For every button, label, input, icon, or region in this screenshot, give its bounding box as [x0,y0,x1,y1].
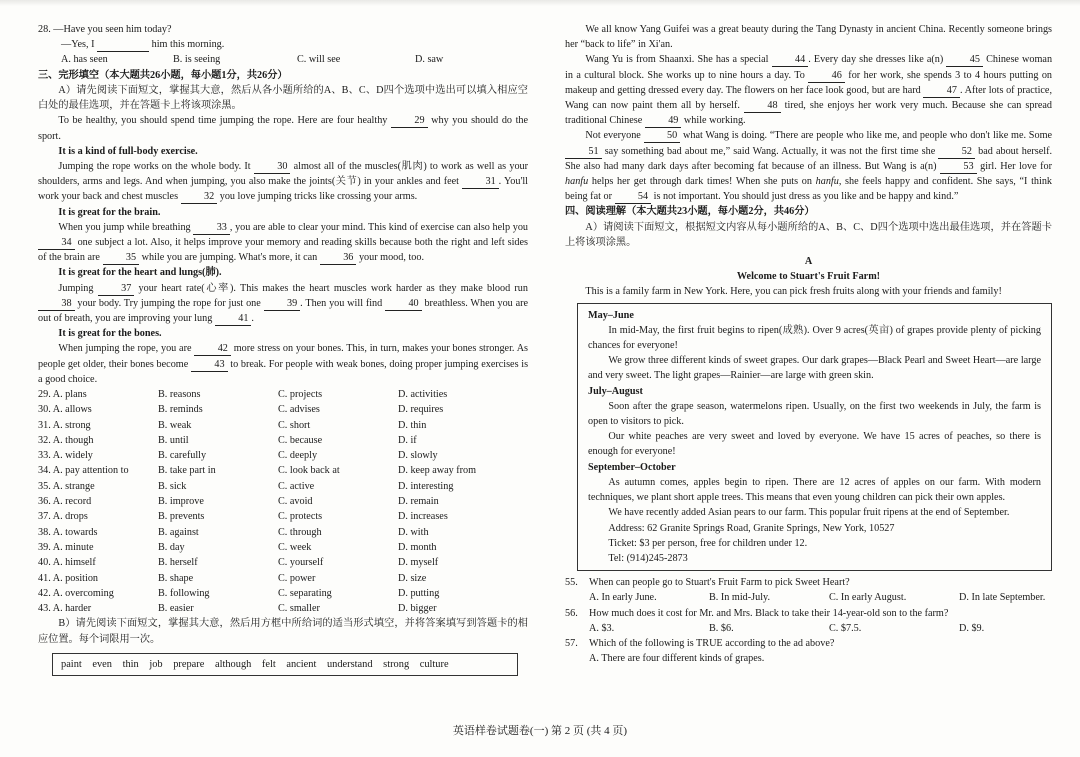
partB-paragraph-2: Wang Yu is from Shaanxi. She has a special 44 . Every day she dresses like a(n) 45 Chinese woman in a cultural block. She works up to nine hours a day. To 46 for her work, she spends 3 to 4 hours putting on makeup and getting dressed every day. The flowers on her face look good, but are hard 47 . After lots of practice, Wang can now paint them all by herself. 48 tired, she enjoys her work very much. Because she can spread traditional Chinese 49 while working. [565,54,1053,127]
cloze-option-30-d: D. requires [398,404,444,416]
blank-30: 30 [254,161,291,174]
blank-35: 35 [103,252,140,265]
q28-options [38,52,528,67]
ad-heading-july-august: July–August [588,385,643,397]
section3-heading: 三、完形填空（本大题共26小题，每小题1分，共26分） [38,69,288,81]
cloze-option-42-c: C. separating [278,587,332,599]
cloze-option-35-b: B. sick [158,480,187,492]
cloze-option-29-c: C. projects [278,388,323,400]
cloze-paragraph-4: When jumping the rope, you are 42 more stress on your bones. This, in turn, makes your bones stronger. As people get older, their bones become 43 to break. For people with weak bones, doing proper jumping exercises is a good choice. [38,343,529,385]
cloze-subheading-4: It is great for the bones. [58,328,162,340]
blank-45: 45 [946,54,983,67]
cloze-option-38-c: C. through [278,526,322,538]
cloze-option-38-a: 38. A. towards [38,526,98,538]
q55-option-d: D. In late September. [959,592,1046,604]
page-top-shadow [0,0,1080,6]
blank-39: 39 [264,298,301,311]
cloze-option-37-c: C. protects [278,511,323,523]
cloze-paragraph-3: Jumping 37 your heart rate(心率). This makes the heart muscles work harder as they make blood run 38 your body. Try jumping the rope for just one 39 . Then you will find 40 breathless. When you are out of breath, you are improving your lung 41 . [38,282,529,324]
q28-blank [97,39,149,52]
partB-paragraph-3: Not everyone 50 what Wang is doing. “There are people who like me, and people who don't like me. Some 51 say something bad about me,” said Wang. Actually, it was not the first time she 52 bad about herself. She also had many dark days after becoming fat because of an illness. But Wang is a(n) 53 girl. Her love for hanfu helps her get through dark times! When she puts on hanfu, she feels happy and confident. She says, “I think being fat or 54 is not important. You should just dress as you like and be happy and kind.” [565,130,1053,203]
cloze-option-30-c: C. advises [278,404,320,416]
q28-option-b: B. is seeing [173,54,221,66]
left-column [38,22,528,676]
cloze-option-32-d: D. if [398,434,417,446]
cloze-option-41-b: B. shape [158,572,194,584]
q56-option-b: B. $6. [709,622,734,634]
cloze-options-grid [38,387,528,616]
cloze-option-34-a: 34. A. pay attention to [38,465,129,477]
q55: 55. When can people go to Stuart's Fruit Farm to pick Sweet Heart? [565,575,1052,590]
section3-partA-instructions: A）请先阅读下面短文，掌握其大意，然后从各小题所给的A、B、C、D四个选项中选出可以填入相应空白处的最佳选项，并在答题卡上将该项涂黑。 [38,84,528,112]
q55-option-a: A. In early June. [589,592,657,604]
blank-51: 51 [565,146,602,159]
cloze-option-37-b: B. prevents [158,511,205,523]
cloze-option-40-b: B. herself [158,557,198,569]
cloze-option-36-b: B. improve [158,496,204,508]
blank-53: 53 [940,161,977,174]
blank-29: 29 [391,115,428,128]
q28-option-a: A. has seen [61,54,108,66]
q56-options [565,621,1052,636]
cloze-option-41-d: D. size [398,572,427,584]
q57-option-a: A. There are four different kinds of grapes. [589,653,765,665]
passage-letter: A [804,256,813,268]
cloze-option-43-a: 43. A. harder [38,603,92,615]
blank-46: 46 [808,70,845,83]
blank-36: 36 [320,252,357,265]
cloze-option-41-a: 41. A. position [38,572,99,584]
ad-telephone: Tel: (914)245-2873 [608,552,688,564]
q57-stem: Which of the following is TRUE according to the ad above? [589,637,835,649]
ad-address: Address: 62 Granite Springs Road, Granite Springs, New York, 10527 [608,522,895,534]
blank-54: 54 [615,191,652,204]
cloze-option-43-d: D. bigger [398,603,437,615]
cloze-option-41-c: C. power [278,572,316,584]
cloze-option-33-d: D. slowly [398,450,438,462]
ad-paragraph-6: We have recently added Asian pears to our farm. This popular fruit ripens at the end of September. [608,507,1010,519]
cloze-subheading-3: It is great for the heart and lungs(肺). [58,267,222,279]
blank-44: 44 [772,54,809,67]
q55-option-b: B. In mid-July. [709,592,771,604]
cloze-option-32-b: B. until [158,434,189,446]
blank-43: 43 [191,359,228,372]
q56-stem: How much does it cost for Mr. and Mrs. Black to take their 14-year-old son to the farm? [589,607,949,619]
q55-option-c: C. In early August. [829,592,907,604]
q55-options [565,590,1052,605]
cloze-option-40-d: D. myself [398,557,439,569]
ad-ticket: Ticket: $3 per person, free for children under 12. [608,537,808,549]
word-bank-box: paint even thin job prepare although felt ancient understand strong culture [52,653,518,676]
cloze-option-36-c: C. avoid [278,496,313,508]
blank-34: 34 [38,237,75,250]
cloze-option-29-d: D. activities [398,388,448,400]
partB-paragraph-1: We all know Yang Guifei was a great beauty during the Tang Dynasty in ancient China. Recently someone brings her “back to life” in Xi'an. [565,24,1052,51]
q28-option-c: C. will see [297,54,341,66]
cloze-option-35-a: 35. A. strange [38,480,95,492]
right-column [565,22,1052,666]
blank-31: 31 [462,176,499,189]
cloze-option-31-d: D. thin [398,419,427,431]
cloze-option-43-c: C. smaller [278,603,320,615]
ad-heading-september-october: September–October [588,461,676,473]
q28-option-d: D. saw [415,54,444,66]
cloze-option-35-c: C. active [278,480,315,492]
cloze-option-34-d: D. keep away from [398,465,477,477]
cloze-option-32-a: 32. A. though [38,434,94,446]
cloze-option-38-b: B. against [158,526,199,538]
cloze-option-42-a: 42. A. overcoming [38,587,114,599]
cloze-option-36-a: 36. A. record [38,496,92,508]
blank-38: 38 [38,298,75,311]
blank-33: 33 [193,222,230,235]
cloze-option-42-b: B. following [158,587,210,599]
section4-partA-instructions: A）请阅读下面短文，根据短文内容从每小题所给的A、B、C、D四个选项中选出最佳选项，并在答题卡上将该项涂黑。 [565,221,1052,248]
cloze-intro: To be healthy, you should spend time jumping the rope. Here are four healthy 29 why you should do the sport. [38,115,529,142]
passage-title: Welcome to Stuart's Fruit Farm! [736,271,881,283]
cloze-option-35-d: D. interesting [398,480,454,492]
cloze-option-38-d: D. with [398,526,429,538]
blank-40: 40 [385,298,422,311]
cloze-paragraph-2: When you jump while breathing 33 , you are able to clear your mind. This kind of exercise can also help you 34 one subject a lot. Also, it helps improve your memory and reading skills because both the right and left sides of the brain are 35 while you are jumping. What's more, it can 36 your mood, too. [38,221,529,264]
ad-paragraph-2: We grow three different kinds of sweet grapes. Our dark grapes—Black Pearl and Sweet Heart—are large and very sweet. The light grapes—Rainier—are large with green skin. [588,355,1041,382]
cloze-option-34-c: C. look back at [278,465,340,477]
section4-heading: 四、阅读理解（本大题共23小题，每小题2分，共46分） [565,206,815,218]
cloze-option-36-d: D. remain [398,496,439,508]
cloze-option-43-b: B. easier [158,603,194,615]
cloze-option-30-b: B. reminds [158,404,203,416]
cloze-option-31-c: C. short [278,419,311,431]
blank-41: 41 [215,313,252,326]
q57: 57. Which of the following is TRUE according to the ad above? [565,636,1052,651]
cloze-option-32-c: C. because [278,434,323,446]
blank-49: 49 [645,115,682,128]
blank-48: 48 [744,100,781,113]
cloze-option-39-c: C. week [278,541,312,553]
cloze-option-31-a: 31. A. strong [38,419,91,431]
blank-47: 47 [923,85,960,98]
cloze-option-39-b: B. day [158,541,185,553]
cloze-option-33-b: B. carefully [158,450,207,462]
ad-paragraph-1: In mid-May, the first fruit begins to ripen(成熟). Over 9 acres(英亩) of grapes provide plenty of picking chances for everyone! [588,324,1041,352]
q28-answer-line: —Yes, I him this morning. [61,39,225,51]
q56-option-d: D. $9. [959,622,985,634]
cloze-subheading-2: It is great for the brain. [58,206,161,218]
ad-heading-may-june: May–June [588,309,634,321]
blank-50: 50 [644,130,681,143]
cloze-option-39-a: 39. A. minute [38,541,94,553]
cloze-option-33-c: C. deeply [278,450,318,462]
cloze-paragraph-1: Jumping the rope works on the whole body. It 30 almost all of the muscles(肌肉) to work as well as your shoulders, arms and legs. And when jumping, you also make the joints(关节) in your ankles and feet 31 . You'll work your back and chest muscles 32 you love jumping tricks like crossing your arms. [38,160,529,203]
q56: 56. How much does it cost for Mr. and Mrs. Black to take their 14-year-old son to the farm? [565,606,1052,621]
ad-paragraph-3: Soon after the grape season, watermelons ripen. Usually, on the first two weekends in July, the farm is open to visitors to pick. [588,400,1041,428]
blank-42: 42 [194,343,231,356]
fruit-farm-ad-box [577,303,1052,571]
cloze-option-39-d: D. month [398,541,437,553]
page-footer: 英语样卷试题卷(一) 第 2 页 (共 4 页) [452,725,628,737]
cloze-option-31-b: B. weak [158,419,192,431]
q55-stem: When can people go to Stuart's Fruit Farm to pick Sweet Heart? [589,577,850,589]
cloze-option-29-a: 29. A. plans [38,388,87,400]
cloze-option-37-d: D. increases [398,511,448,523]
ad-paragraph-4: Our white peaches are very sweet and loved by everyone. We have 15 acres of peaches, so there is enough for everyone! [588,431,1041,458]
cloze-option-34-b: B. take part in [158,465,216,477]
q28-question: 28. —Have you seen him today? [38,24,172,35]
q57-options [565,651,1052,666]
cloze-option-30-a: 30. A. allows [38,404,92,416]
ad-paragraph-5: As autumn comes, apples begin to ripen. There are 12 acres of apples on our farm. With modern techniques, we plant short apple trees. This means that even young children can pick their own apples. [588,476,1041,504]
section3-partB-instructions: B）请先阅读下面短文，掌握其大意，然后用方框中所给词的适当形式填空，并将答案填写到答题卡的相应位置。每个词限用一次。 [38,618,528,645]
cloze-option-40-c: C. yourself [278,557,324,569]
passage-intro: This is a family farm in New York. Here, you can pick fresh fruits along with your friends and family! [585,286,1002,298]
cloze-option-42-d: D. putting [398,587,440,599]
cloze-subheading-1: It is a kind of full-body exercise. [58,145,198,157]
cloze-option-29-b: B. reasons [158,388,201,400]
cloze-option-40-a: 40. A. himself [38,557,96,569]
blank-32: 32 [181,191,218,204]
q56-option-c: C. $7.5. [829,622,862,634]
cloze-option-37-a: 37. A. drops [38,511,88,523]
blank-37: 37 [98,283,135,296]
blank-52: 52 [938,146,975,159]
q56-option-a: A. $3. [589,622,615,634]
cloze-option-33-a: 33. A. widely [38,450,93,462]
